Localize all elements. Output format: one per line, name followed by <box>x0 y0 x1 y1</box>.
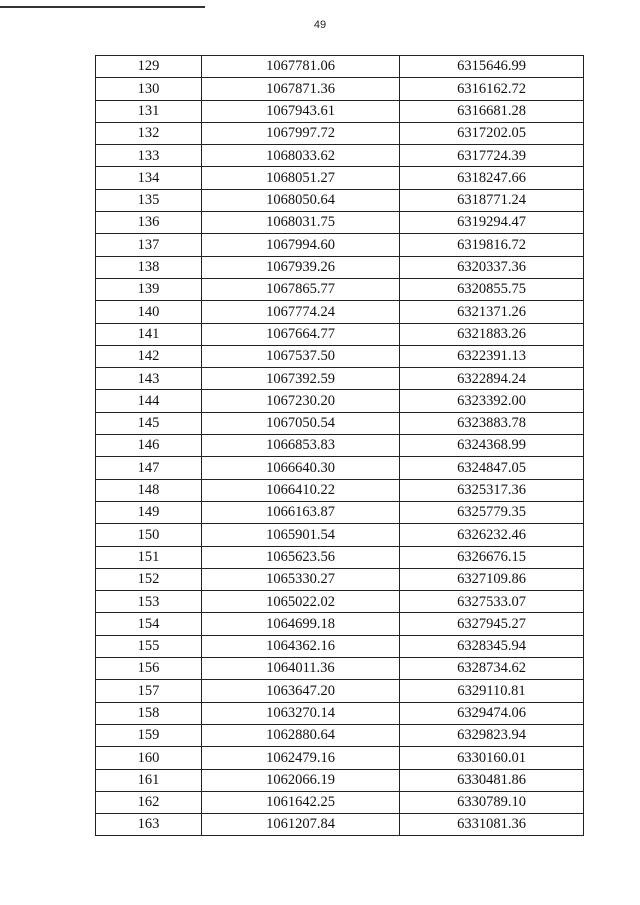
y-coordinate-cell: 6316681.28 <box>400 100 584 122</box>
y-coordinate-cell: 6327533.07 <box>400 591 584 613</box>
point-number-cell: 137 <box>96 234 202 256</box>
y-coordinate-cell: 6329474.06 <box>400 702 584 724</box>
point-number-cell: 162 <box>96 791 202 813</box>
point-number-cell: 144 <box>96 390 202 412</box>
point-number-cell: 152 <box>96 568 202 590</box>
x-coordinate-cell: 1066853.83 <box>202 435 400 457</box>
point-number-cell: 146 <box>96 435 202 457</box>
point-number-cell: 147 <box>96 457 202 479</box>
table-row <box>96 301 584 323</box>
y-coordinate-cell: 6317724.39 <box>400 145 584 167</box>
x-coordinate-cell: 1067939.26 <box>202 256 400 278</box>
table-row <box>96 613 584 635</box>
point-number-cell: 139 <box>96 278 202 300</box>
y-coordinate-cell: 6317202.05 <box>400 122 584 144</box>
table-row <box>96 234 584 256</box>
x-coordinate-cell: 1067050.54 <box>202 412 400 434</box>
x-coordinate-cell: 1061642.25 <box>202 791 400 813</box>
x-coordinate-cell: 1068051.27 <box>202 167 400 189</box>
point-number-cell: 148 <box>96 479 202 501</box>
x-coordinate-cell: 1061207.84 <box>202 814 400 836</box>
table-row <box>96 747 584 769</box>
table-row <box>96 323 584 345</box>
table-row <box>96 524 584 546</box>
y-coordinate-cell: 6318771.24 <box>400 189 584 211</box>
y-coordinate-cell: 6330160.01 <box>400 747 584 769</box>
point-number-cell: 151 <box>96 546 202 568</box>
table-row <box>96 167 584 189</box>
table-row <box>96 568 584 590</box>
table-row <box>96 278 584 300</box>
table-row <box>96 724 584 746</box>
point-number-cell: 138 <box>96 256 202 278</box>
x-coordinate-cell: 1064362.16 <box>202 635 400 657</box>
table-row <box>96 658 584 680</box>
point-number-cell: 143 <box>96 368 202 390</box>
table-row <box>96 435 584 457</box>
y-coordinate-cell: 6325317.36 <box>400 479 584 501</box>
point-number-cell: 132 <box>96 122 202 144</box>
y-coordinate-cell: 6324847.05 <box>400 457 584 479</box>
table-row <box>96 501 584 523</box>
y-coordinate-cell: 6319294.47 <box>400 212 584 234</box>
point-number-cell: 136 <box>96 212 202 234</box>
y-coordinate-cell: 6320855.75 <box>400 278 584 300</box>
table-row <box>96 345 584 367</box>
point-number-cell: 140 <box>96 301 202 323</box>
table-row <box>96 78 584 100</box>
x-coordinate-cell: 1065901.54 <box>202 524 400 546</box>
y-coordinate-cell: 6322391.13 <box>400 345 584 367</box>
x-coordinate-cell: 1062479.16 <box>202 747 400 769</box>
page-number: 49 <box>313 19 327 31</box>
point-number-cell: 157 <box>96 680 202 702</box>
x-coordinate-cell: 1065022.02 <box>202 591 400 613</box>
point-number-cell: 150 <box>96 524 202 546</box>
y-coordinate-cell: 6324368.99 <box>400 435 584 457</box>
point-number-cell: 135 <box>96 189 202 211</box>
x-coordinate-cell: 1064011.36 <box>202 658 400 680</box>
y-coordinate-cell: 6331081.36 <box>400 814 584 836</box>
point-number-cell: 158 <box>96 702 202 724</box>
x-coordinate-cell: 1068031.75 <box>202 212 400 234</box>
y-coordinate-cell: 6329823.94 <box>400 724 584 746</box>
y-coordinate-cell: 6316162.72 <box>400 78 584 100</box>
y-coordinate-cell: 6328345.94 <box>400 635 584 657</box>
point-number-cell: 142 <box>96 345 202 367</box>
point-number-cell: 153 <box>96 591 202 613</box>
x-coordinate-cell: 1066640.30 <box>202 457 400 479</box>
table-row <box>96 591 584 613</box>
y-coordinate-cell: 6325779.35 <box>400 501 584 523</box>
x-coordinate-cell: 1066163.87 <box>202 501 400 523</box>
y-coordinate-cell: 6326676.15 <box>400 546 584 568</box>
y-coordinate-cell: 6329110.81 <box>400 680 584 702</box>
point-number-cell: 129 <box>96 56 202 78</box>
table-row <box>96 680 584 702</box>
table-row <box>96 457 584 479</box>
x-coordinate-cell: 1067664.77 <box>202 323 400 345</box>
x-coordinate-cell: 1068033.62 <box>202 145 400 167</box>
table-row <box>96 145 584 167</box>
point-number-cell: 163 <box>96 814 202 836</box>
point-number-cell: 149 <box>96 501 202 523</box>
point-number-cell: 156 <box>96 658 202 680</box>
point-number-cell: 133 <box>96 145 202 167</box>
coordinates-table <box>95 55 584 836</box>
y-coordinate-cell: 6319816.72 <box>400 234 584 256</box>
point-number-cell: 134 <box>96 167 202 189</box>
y-coordinate-cell: 6327945.27 <box>400 613 584 635</box>
y-coordinate-cell: 6322894.24 <box>400 368 584 390</box>
point-number-cell: 154 <box>96 613 202 635</box>
point-number-cell: 161 <box>96 769 202 791</box>
x-coordinate-cell: 1065330.27 <box>202 568 400 590</box>
table-row <box>96 122 584 144</box>
x-coordinate-cell: 1062880.64 <box>202 724 400 746</box>
table-row <box>96 56 584 78</box>
x-coordinate-cell: 1067997.72 <box>202 122 400 144</box>
point-number-cell: 131 <box>96 100 202 122</box>
x-coordinate-cell: 1062066.19 <box>202 769 400 791</box>
x-coordinate-cell: 1067230.20 <box>202 390 400 412</box>
y-coordinate-cell: 6318247.66 <box>400 167 584 189</box>
header-rule <box>0 6 205 8</box>
point-number-cell: 145 <box>96 412 202 434</box>
y-coordinate-cell: 6326232.46 <box>400 524 584 546</box>
y-coordinate-cell: 6330789.10 <box>400 791 584 813</box>
x-coordinate-cell: 1067865.77 <box>202 278 400 300</box>
y-coordinate-cell: 6323883.78 <box>400 412 584 434</box>
x-coordinate-cell: 1067537.50 <box>202 345 400 367</box>
x-coordinate-cell: 1063270.14 <box>202 702 400 724</box>
table-row <box>96 390 584 412</box>
x-coordinate-cell: 1064699.18 <box>202 613 400 635</box>
y-coordinate-cell: 6321883.26 <box>400 323 584 345</box>
y-coordinate-cell: 6315646.99 <box>400 56 584 78</box>
table-row <box>96 368 584 390</box>
point-number-cell: 159 <box>96 724 202 746</box>
point-number-cell: 155 <box>96 635 202 657</box>
table-row <box>96 256 584 278</box>
table-row <box>96 635 584 657</box>
table-row <box>96 479 584 501</box>
x-coordinate-cell: 1067871.36 <box>202 78 400 100</box>
table-row <box>96 791 584 813</box>
table-row <box>96 189 584 211</box>
x-coordinate-cell: 1068050.64 <box>202 189 400 211</box>
x-coordinate-cell: 1063647.20 <box>202 680 400 702</box>
point-number-cell: 160 <box>96 747 202 769</box>
x-coordinate-cell: 1065623.56 <box>202 546 400 568</box>
x-coordinate-cell: 1067781.06 <box>202 56 400 78</box>
table-row <box>96 212 584 234</box>
y-coordinate-cell: 6328734.62 <box>400 658 584 680</box>
table-row <box>96 769 584 791</box>
x-coordinate-cell: 1067774.24 <box>202 301 400 323</box>
table-row <box>96 100 584 122</box>
x-coordinate-cell: 1067994.60 <box>202 234 400 256</box>
table-row <box>96 814 584 836</box>
x-coordinate-cell: 1067943.61 <box>202 100 400 122</box>
x-coordinate-cell: 1066410.22 <box>202 479 400 501</box>
x-coordinate-cell: 1067392.59 <box>202 368 400 390</box>
coordinates-table-body <box>96 56 584 836</box>
table-row <box>96 546 584 568</box>
y-coordinate-cell: 6321371.26 <box>400 301 584 323</box>
y-coordinate-cell: 6323392.00 <box>400 390 584 412</box>
point-number-cell: 141 <box>96 323 202 345</box>
point-number-cell: 130 <box>96 78 202 100</box>
table-row <box>96 412 584 434</box>
y-coordinate-cell: 6330481.86 <box>400 769 584 791</box>
y-coordinate-cell: 6320337.36 <box>400 256 584 278</box>
table-row <box>96 702 584 724</box>
y-coordinate-cell: 6327109.86 <box>400 568 584 590</box>
